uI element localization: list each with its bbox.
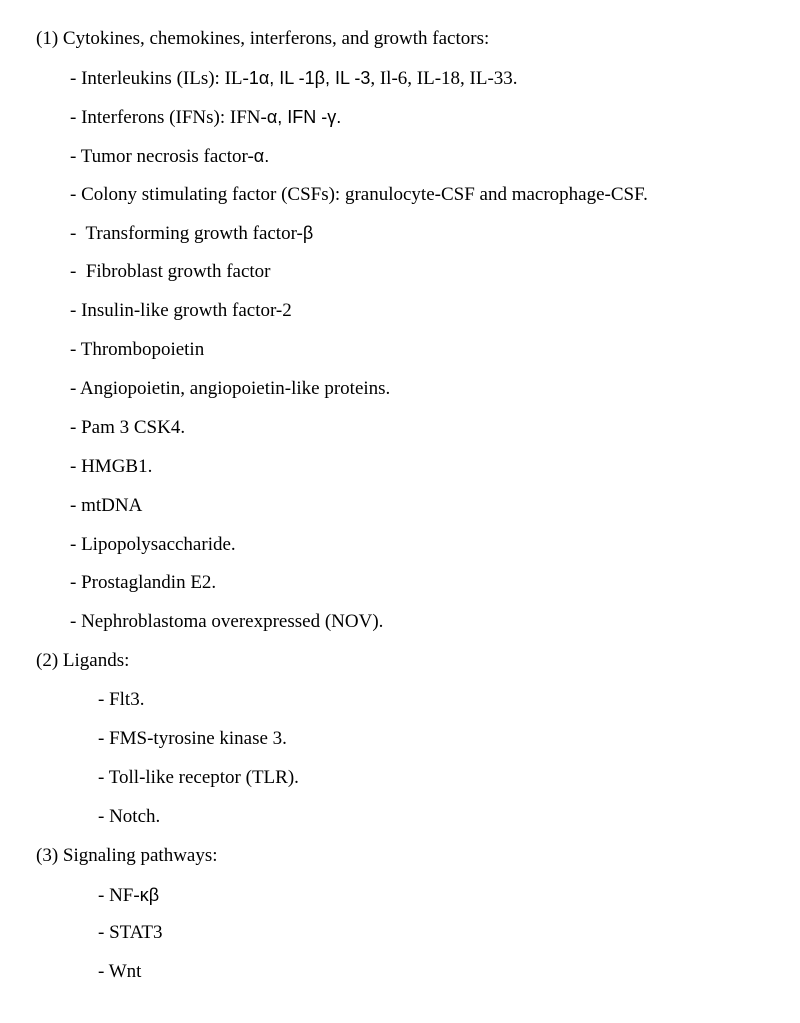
list-item-tgf: - Transforming growth factor-β <box>70 223 314 245</box>
document-body <box>0 20 800 992</box>
list-item-fgf: - Fibroblast growth factor <box>70 261 271 283</box>
list-item-wnt: - Wnt <box>98 961 142 983</box>
list-item-pam3csk4: - Pam 3 CSK4. <box>70 416 186 438</box>
list-item-interferons: - Interferons (IFNs): IFN-α, IFN -γ. <box>70 106 342 128</box>
list-item-pge2: - Prostaglandin E2. <box>70 572 217 594</box>
list-item-igf2: - Insulin-like growth factor-2 <box>70 300 292 322</box>
list-item-fms-tyrosine-kinase: - FMS-tyrosine kinase 3. <box>98 728 287 750</box>
section-heading-signaling: (3) Signaling pathways: <box>36 844 218 866</box>
list-item-hmgb1: - HMGB1. <box>70 455 153 477</box>
list-item-stat3: - STAT3 <box>98 922 163 944</box>
section-heading-cytokines: (1) Cytokines, chemokines, interferons, and growth factors: <box>36 28 490 49</box>
list-item-lps: - Lipopolysaccharide. <box>70 533 236 555</box>
list-item-thrombopoietin: - Thrombopoietin <box>70 339 205 361</box>
list-item-angiopoietin: - Angiopoietin, angiopoietin-like proteins. <box>70 378 391 400</box>
section-heading-ligands: (2) Ligands: <box>36 650 130 672</box>
list-item-csf: - Colony stimulating factor (CSFs): granulocyte-CSF and macrophage-CSF. <box>70 183 648 205</box>
list-item-tlr: - Toll-like receptor (TLR). <box>98 766 299 788</box>
list-item-flt3: - Flt3. <box>98 689 145 711</box>
list-item-nov: - Nephroblastoma overexpressed (NOV). <box>70 611 384 633</box>
list-item-tnf: - Tumor necrosis factor-α. <box>70 145 270 167</box>
list-item-mtdna: - mtDNA <box>70 494 143 516</box>
list-item-interleukins: - Interleukins (ILs): IL-1α, IL -1β, IL -3, Il-6, IL-18, IL-33. <box>70 67 518 89</box>
list-item-nfkb: - NF-κβ <box>98 884 160 906</box>
list-item-notch: - Notch. <box>98 805 161 827</box>
